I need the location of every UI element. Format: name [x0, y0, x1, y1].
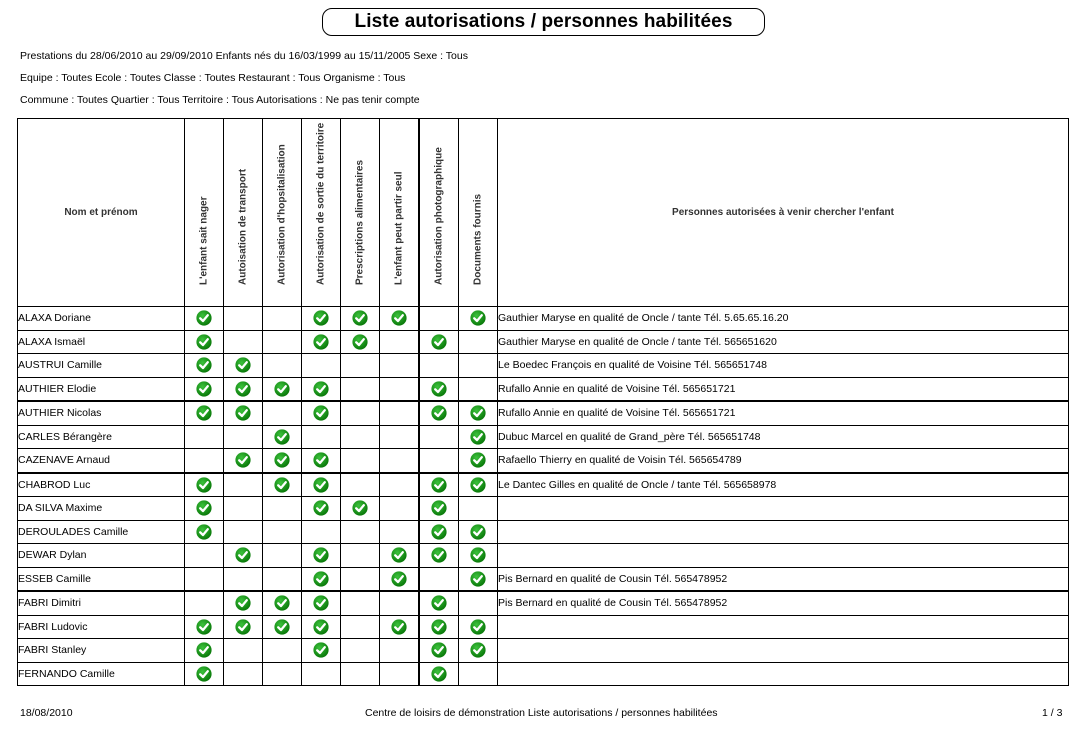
authorized-persons: Gauthier Maryse en qualité de Oncle / tante Tél. 5.65.65.16.20 [498, 307, 1069, 331]
authorization-cell [419, 544, 459, 568]
child-name: FERNANDO Camille [18, 662, 185, 686]
green-checkmark-icon [196, 526, 212, 538]
authorization-cell [380, 567, 420, 591]
authorization-cell [380, 639, 420, 663]
header-swim: L'enfant sait nager [185, 119, 224, 307]
authorization-cell [224, 377, 263, 401]
table-row [18, 401, 1069, 425]
authorized-persons [498, 615, 1069, 639]
green-checkmark-icon [196, 668, 212, 680]
authorization-cell [459, 377, 498, 401]
green-checkmark-icon [470, 454, 486, 466]
authorization-cell [341, 307, 380, 331]
table-row [18, 473, 1069, 497]
authorization-cell [302, 401, 341, 425]
child-name: CAZENAVE Arnaud [18, 449, 185, 473]
authorization-cell [224, 591, 263, 615]
green-checkmark-icon [391, 549, 407, 561]
authorization-cell [459, 591, 498, 615]
green-checkmark-icon [431, 549, 447, 561]
green-checkmark-icon [196, 383, 212, 395]
authorized-persons: Rufallo Annie en qualité de Voisine Tél. 565651721 [498, 377, 1069, 401]
authorization-cell [185, 567, 224, 591]
authorization-cell [224, 544, 263, 568]
table-row [18, 307, 1069, 331]
authorization-cell [459, 615, 498, 639]
green-checkmark-icon [196, 621, 212, 633]
authorization-cell [185, 544, 224, 568]
filter-line-commune: Commune : Toutes Quartier : Tous Territoire : Tous Autorisations : Ne pas tenir compte [20, 94, 420, 106]
authorization-cell [224, 473, 263, 497]
authorized-persons: Le Dantec Gilles en qualité de Oncle / tante Tél. 565658978 [498, 473, 1069, 497]
authorization-cell [341, 591, 380, 615]
authorization-cell [302, 567, 341, 591]
table-row [18, 662, 1069, 686]
authorization-cell [380, 330, 420, 354]
authorization-cell [263, 544, 302, 568]
authorization-cell [302, 615, 341, 639]
authorization-cell [419, 354, 459, 378]
child-name: FABRI Ludovic [18, 615, 185, 639]
authorization-cell [341, 449, 380, 473]
authorization-cell [224, 307, 263, 331]
green-checkmark-icon [313, 573, 329, 585]
authorization-cell [419, 520, 459, 544]
green-checkmark-icon [274, 621, 290, 633]
authorization-cell [419, 662, 459, 686]
green-checkmark-icon [313, 336, 329, 348]
authorization-cell [380, 662, 420, 686]
authorization-cell [263, 662, 302, 686]
green-checkmark-icon [313, 383, 329, 395]
authorization-cell [185, 354, 224, 378]
authorization-cell [185, 520, 224, 544]
child-name: AUTHIER Nicolas [18, 401, 185, 425]
header-food: Prescriptions alimentaires [341, 119, 380, 307]
green-checkmark-icon [431, 479, 447, 491]
authorization-cell [263, 330, 302, 354]
authorization-cell [380, 544, 420, 568]
authorization-cell [341, 330, 380, 354]
authorization-cell [419, 449, 459, 473]
green-checkmark-icon [352, 502, 368, 514]
authorized-persons: Gauthier Maryse en qualité de Oncle / tante Tél. 565651620 [498, 330, 1069, 354]
green-checkmark-icon [274, 479, 290, 491]
green-checkmark-icon [313, 644, 329, 656]
green-checkmark-icon [313, 502, 329, 514]
green-checkmark-icon [431, 407, 447, 419]
authorization-cell [380, 449, 420, 473]
authorization-cell [341, 567, 380, 591]
report-title: Liste autorisations / personnes habilitées [354, 11, 733, 32]
child-name: AUTHIER Elodie [18, 377, 185, 401]
authorization-cell [419, 567, 459, 591]
authorization-cell [302, 662, 341, 686]
authorization-cell [419, 307, 459, 331]
authorization-cell [224, 520, 263, 544]
green-checkmark-icon [196, 479, 212, 491]
green-checkmark-icon [235, 383, 251, 395]
child-name: DEROULADES Camille [18, 520, 185, 544]
green-checkmark-icon [470, 526, 486, 538]
green-checkmark-icon [470, 312, 486, 324]
green-checkmark-icon [352, 312, 368, 324]
green-checkmark-icon [235, 597, 251, 609]
child-name: AUSTRUI Camille [18, 354, 185, 378]
child-name: CARLES Bérangère [18, 425, 185, 449]
green-checkmark-icon [431, 668, 447, 680]
green-checkmark-icon [196, 359, 212, 371]
green-checkmark-icon [235, 359, 251, 371]
authorization-cell [341, 662, 380, 686]
table-row [18, 449, 1069, 473]
authorization-cell [185, 615, 224, 639]
authorization-cell [224, 615, 263, 639]
authorization-cell [263, 639, 302, 663]
table-body [18, 307, 1069, 686]
authorization-cell [380, 401, 420, 425]
footer-date: 18/08/2010 [20, 707, 73, 719]
authorization-cell [302, 307, 341, 331]
filter-line-equipe: Equipe : Toutes Ecole : Toutes Classe : Toutes Restaurant : Tous Organisme : Tous [20, 72, 406, 84]
child-name: ESSEB Camille [18, 567, 185, 591]
authorization-cell [302, 639, 341, 663]
authorization-cell [459, 544, 498, 568]
authorization-cell [263, 497, 302, 521]
authorization-cell [341, 354, 380, 378]
authorization-cell [459, 401, 498, 425]
authorization-cell [302, 544, 341, 568]
green-checkmark-icon [235, 454, 251, 466]
green-checkmark-icon [470, 479, 486, 491]
authorization-cell [380, 615, 420, 639]
child-name: DEWAR Dylan [18, 544, 185, 568]
authorization-cell [459, 473, 498, 497]
authorization-cell [341, 544, 380, 568]
authorized-persons [498, 520, 1069, 544]
authorization-cell [419, 425, 459, 449]
authorization-cell [263, 401, 302, 425]
authorized-persons [498, 639, 1069, 663]
report-title-box [322, 8, 765, 36]
header-documents: Documents fournis [459, 119, 498, 307]
footer-page-number: 1 / 3 [1042, 707, 1063, 719]
authorization-cell [341, 497, 380, 521]
table-row [18, 567, 1069, 591]
green-checkmark-icon [196, 407, 212, 419]
authorization-cell [263, 520, 302, 544]
green-checkmark-icon [470, 644, 486, 656]
green-checkmark-icon [196, 644, 212, 656]
child-name: FABRI Stanley [18, 639, 185, 663]
authorization-cell [419, 377, 459, 401]
green-checkmark-icon [431, 526, 447, 538]
authorization-cell [341, 615, 380, 639]
authorization-cell [459, 425, 498, 449]
green-checkmark-icon [431, 597, 447, 609]
authorization-cell [380, 307, 420, 331]
header-hospital: Autorisation d'hopsitalisation [263, 119, 302, 307]
child-name: DA SILVA Maxime [18, 497, 185, 521]
green-checkmark-icon [235, 549, 251, 561]
authorization-cell [459, 662, 498, 686]
authorization-cell [302, 354, 341, 378]
green-checkmark-icon [431, 621, 447, 633]
table-row [18, 377, 1069, 401]
authorization-cell [380, 497, 420, 521]
authorization-cell [419, 615, 459, 639]
authorized-persons: Rufallo Annie en qualité de Voisine Tél. 565651721 [498, 401, 1069, 425]
authorization-cell [302, 449, 341, 473]
authorized-persons: Dubuc Marcel en qualité de Grand_père Tél. 565651748 [498, 425, 1069, 449]
authorization-cell [341, 520, 380, 544]
authorization-cell [263, 377, 302, 401]
footer-center-text: Centre de loisirs de démonstration Liste autorisations / personnes habilitées [365, 707, 718, 719]
green-checkmark-icon [431, 502, 447, 514]
table-row [18, 639, 1069, 663]
authorized-persons: Rafaello Thierry en qualité de Voisin Tél. 565654789 [498, 449, 1069, 473]
authorization-cell [224, 497, 263, 521]
table-row [18, 354, 1069, 378]
authorized-persons [498, 497, 1069, 521]
authorization-cell [459, 567, 498, 591]
green-checkmark-icon [431, 383, 447, 395]
authorization-cell [302, 377, 341, 401]
green-checkmark-icon [235, 407, 251, 419]
filter-line-prestations: Prestations du 28/06/2010 au 29/09/2010 Enfants nés du 16/03/1999 au 15/11/2005 Sexe : Tous [20, 50, 468, 62]
green-checkmark-icon [313, 549, 329, 561]
green-checkmark-icon [352, 336, 368, 348]
authorization-cell [224, 567, 263, 591]
authorization-cell [419, 401, 459, 425]
authorization-cell [263, 449, 302, 473]
green-checkmark-icon [391, 621, 407, 633]
authorization-cell [419, 330, 459, 354]
green-checkmark-icon [274, 597, 290, 609]
green-checkmark-icon [431, 336, 447, 348]
authorization-cell [224, 401, 263, 425]
green-checkmark-icon [313, 407, 329, 419]
green-checkmark-icon [196, 336, 212, 348]
table-row [18, 425, 1069, 449]
authorization-cell [459, 520, 498, 544]
table-row [18, 615, 1069, 639]
authorized-persons [498, 544, 1069, 568]
header-photo: Autorisation photographique [419, 119, 459, 307]
child-name: CHABROD Luc [18, 473, 185, 497]
authorization-cell [224, 662, 263, 686]
green-checkmark-icon [470, 431, 486, 443]
authorization-cell [263, 615, 302, 639]
green-checkmark-icon [470, 407, 486, 419]
authorization-cell [263, 567, 302, 591]
green-checkmark-icon [274, 454, 290, 466]
authorization-cell [263, 591, 302, 615]
header-persons: Personnes autorisées à venir chercher l'enfant [498, 119, 1069, 307]
green-checkmark-icon [274, 383, 290, 395]
authorization-cell [459, 639, 498, 663]
authorization-cell [185, 401, 224, 425]
authorized-persons: Le Boedec François en qualité de Voisine Tél. 565651748 [498, 354, 1069, 378]
header-territory: Autorisation de sortie du territoire [302, 119, 341, 307]
authorization-cell [263, 473, 302, 497]
authorization-cell [459, 307, 498, 331]
authorization-cell [185, 330, 224, 354]
authorization-cell [302, 520, 341, 544]
authorization-cell [341, 425, 380, 449]
authorization-cell [263, 425, 302, 449]
green-checkmark-icon [196, 312, 212, 324]
green-checkmark-icon [313, 312, 329, 324]
table-row [18, 591, 1069, 615]
green-checkmark-icon [431, 644, 447, 656]
table-row [18, 330, 1069, 354]
authorized-persons [498, 662, 1069, 686]
authorization-cell [380, 591, 420, 615]
authorization-cell [224, 354, 263, 378]
header-name: Nom et prénom [18, 119, 185, 307]
authorization-cell [302, 591, 341, 615]
table-row [18, 497, 1069, 521]
authorization-cell [224, 330, 263, 354]
green-checkmark-icon [274, 431, 290, 443]
authorization-cell [224, 449, 263, 473]
authorization-cell [263, 307, 302, 331]
child-name: ALAXA Doriane [18, 307, 185, 331]
authorization-cell [380, 354, 420, 378]
authorization-cell [224, 639, 263, 663]
authorization-cell [341, 401, 380, 425]
authorization-cell [341, 473, 380, 497]
header-leave-alone: L'enfant peut partir seul [380, 119, 420, 307]
authorization-cell [185, 425, 224, 449]
authorization-cell [459, 449, 498, 473]
child-name: ALAXA Ismaël [18, 330, 185, 354]
authorization-cell [185, 307, 224, 331]
green-checkmark-icon [313, 597, 329, 609]
authorization-cell [419, 497, 459, 521]
authorization-cell [185, 662, 224, 686]
table-row [18, 520, 1069, 544]
authorization-cell [419, 473, 459, 497]
green-checkmark-icon [235, 621, 251, 633]
green-checkmark-icon [313, 479, 329, 491]
authorization-cell [263, 354, 302, 378]
table-header-row [18, 119, 1069, 307]
child-name: FABRI Dimitri [18, 591, 185, 615]
authorization-cell [459, 354, 498, 378]
green-checkmark-icon [391, 573, 407, 585]
authorization-cell [380, 377, 420, 401]
authorized-persons: Pis Bernard en qualité de Cousin Tél. 565478952 [498, 591, 1069, 615]
authorization-cell [341, 377, 380, 401]
authorization-cell [185, 497, 224, 521]
authorization-cell [380, 520, 420, 544]
green-checkmark-icon [470, 621, 486, 633]
authorized-persons: Pis Bernard en qualité de Cousin Tél. 565478952 [498, 567, 1069, 591]
authorization-cell [302, 425, 341, 449]
authorization-cell [302, 473, 341, 497]
authorization-cell [224, 425, 263, 449]
authorizations-table [17, 118, 1069, 686]
authorization-cell [185, 639, 224, 663]
authorization-cell [419, 639, 459, 663]
green-checkmark-icon [196, 502, 212, 514]
authorization-cell [185, 591, 224, 615]
authorization-cell [302, 497, 341, 521]
header-transport: Autoisation de transport [224, 119, 263, 307]
green-checkmark-icon [470, 549, 486, 561]
authorization-cell [380, 473, 420, 497]
table-row [18, 544, 1069, 568]
authorization-cell [459, 497, 498, 521]
green-checkmark-icon [470, 573, 486, 585]
authorization-cell [302, 330, 341, 354]
green-checkmark-icon [391, 312, 407, 324]
authorization-cell [459, 330, 498, 354]
authorization-cell [185, 449, 224, 473]
green-checkmark-icon [313, 621, 329, 633]
green-checkmark-icon [313, 454, 329, 466]
authorization-cell [419, 591, 459, 615]
authorization-cell [185, 377, 224, 401]
authorization-cell [341, 639, 380, 663]
authorization-cell [185, 473, 224, 497]
authorization-cell [380, 425, 420, 449]
